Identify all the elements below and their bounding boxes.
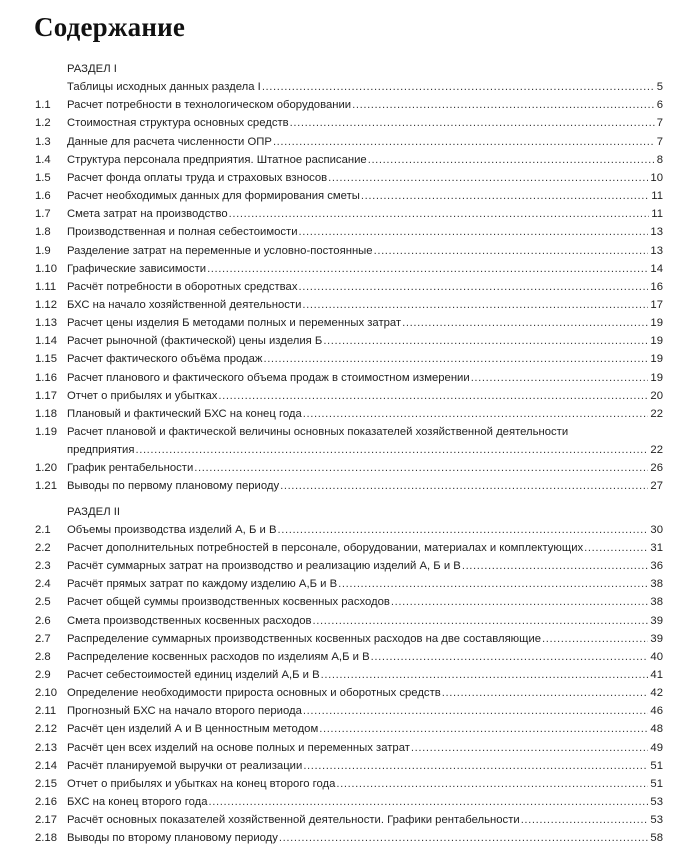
entry-number: 2.15	[35, 777, 57, 790]
toc-entry[interactable]	[0, 223, 673, 241]
entry-number: 1.9	[35, 244, 51, 257]
entry-line	[67, 575, 663, 593]
entry-title: Выводы по второму плановому периоду	[67, 832, 278, 845]
toc-entry[interactable]	[0, 648, 673, 666]
entry-title: Расчет рыночной (фактической) цены изделия Б	[67, 335, 323, 348]
entry-title: Прогнозный БХС на начало второго периода	[67, 705, 302, 718]
entry-number: 2.14	[35, 759, 57, 772]
page-number[interactable]: 53	[650, 796, 663, 808]
page-number[interactable]: 41	[650, 668, 663, 681]
page-number[interactable]: 22	[650, 444, 663, 457]
toc-entry[interactable]	[0, 666, 673, 684]
toc-entry[interactable]	[0, 278, 673, 296]
page-number[interactable]: 39	[650, 614, 663, 627]
entry-number: 1.1	[35, 99, 51, 112]
entry-number: 1.2	[35, 117, 51, 130]
dot-leader	[298, 278, 648, 296]
entry-number: 2.16	[35, 796, 57, 808]
entry-title: Распределение суммарных производственных косвенных расходов на две составляющие	[67, 632, 542, 645]
entry-title: Отчет о прибылях и убытках на конец второго года	[67, 777, 336, 790]
page-number[interactable]: 31	[650, 541, 663, 554]
entry-number: 2.17	[35, 814, 57, 827]
toc-entry[interactable]	[0, 557, 673, 575]
dot-leader	[368, 151, 655, 169]
toc-entry[interactable]	[0, 151, 673, 169]
dot-leader	[542, 630, 648, 648]
dot-leader	[374, 242, 649, 260]
dot-leader	[391, 593, 649, 611]
toc-entry[interactable]	[0, 593, 673, 611]
toc-entry[interactable]	[0, 539, 673, 557]
entry-line	[67, 648, 663, 666]
entry-number: 1.8	[35, 226, 51, 239]
toc-entry[interactable]	[0, 793, 673, 811]
section-heading: РАЗДЕЛ I	[67, 63, 117, 75]
page-number[interactable]: 20	[650, 389, 663, 402]
entry-line	[67, 539, 663, 557]
entry-title: График рентабельности	[67, 462, 194, 475]
entry-number: 2.7	[35, 632, 51, 645]
dot-leader	[302, 296, 648, 314]
entry-number: 2.11	[35, 705, 57, 718]
page-number[interactable]: 38	[650, 596, 663, 609]
toc-entry[interactable]	[0, 169, 673, 187]
entry-title: Смета производственных косвенных расходов	[67, 614, 312, 627]
entry-line	[67, 757, 663, 775]
entry-title: Расчет потребности в технологическом оборудовании	[67, 99, 352, 112]
page-number[interactable]: 53	[650, 814, 663, 827]
entry-title: Расчет необходимых данных для формирования сметы	[67, 190, 360, 203]
page-number[interactable]: 10	[650, 171, 663, 184]
entry-title: Отчет о прибылях и убытках	[67, 389, 218, 402]
entry-line	[67, 829, 663, 847]
toc-entry[interactable]	[0, 612, 673, 630]
page-number[interactable]: 13	[650, 244, 663, 257]
entry-line	[67, 151, 663, 169]
dot-leader	[218, 387, 648, 405]
toc-entry[interactable]	[0, 387, 673, 405]
page-number[interactable]: 51	[650, 759, 663, 772]
dot-leader	[361, 187, 649, 205]
entry-line	[67, 557, 663, 575]
entry-line	[67, 811, 663, 829]
entry-line	[67, 187, 663, 205]
entry-title: Расчёт потребности в оборотных средствах	[67, 280, 298, 293]
toc-entry[interactable]	[0, 720, 673, 738]
entry-line	[67, 459, 663, 477]
entry-title: БХС на начало хозяйственной деятельности	[67, 298, 302, 311]
entry-line	[67, 169, 663, 187]
page-number[interactable]: 48	[650, 723, 663, 736]
dot-leader	[319, 720, 648, 738]
entry-line	[67, 296, 663, 314]
entry-number: 1.6	[35, 190, 51, 203]
page-number[interactable]: 40	[650, 650, 663, 663]
page-number[interactable]: 36	[650, 560, 663, 573]
page-number[interactable]: 6	[656, 99, 663, 112]
dot-leader	[303, 702, 649, 720]
entry-title: Расчёт цен изделий А и В ценностным методом	[67, 723, 319, 736]
page-number[interactable]: 13	[650, 226, 663, 239]
toc-entry[interactable]	[0, 757, 673, 775]
entry-title: Расчет фактического объёма продаж	[67, 353, 263, 366]
dot-leader	[277, 521, 648, 539]
entry-title: Расчет планового и фактического объема продаж в стоимостном измерении	[67, 371, 470, 384]
dot-leader	[471, 369, 649, 387]
page-number[interactable]: 19	[650, 335, 663, 348]
entry-number: 2.3	[35, 560, 51, 573]
entry-line	[67, 775, 663, 793]
entry-number: 2.5	[35, 596, 51, 609]
page-number[interactable]: 51	[650, 777, 663, 790]
entry-number: 2.1	[35, 523, 51, 536]
toc-entry[interactable]	[0, 114, 673, 132]
entry-line	[67, 739, 663, 757]
dot-leader	[336, 775, 648, 793]
page-number[interactable]: 46	[650, 705, 663, 718]
toc-entry[interactable]	[0, 423, 673, 441]
entry-line	[67, 96, 663, 114]
toc-entry[interactable]	[0, 350, 673, 368]
entry-title: Определение необходимости прироста основных и оборотных средств	[67, 687, 441, 700]
entry-title: Разделение затрат на переменные и условно-постоянные	[67, 244, 373, 257]
entry-line	[67, 720, 663, 738]
dot-leader	[321, 666, 649, 684]
toc-entry-continuation[interactable]	[0, 441, 673, 459]
toc-entry[interactable]	[0, 739, 673, 757]
entry-line	[67, 314, 663, 332]
dot-leader	[262, 78, 655, 96]
entry-number: 2.13	[35, 741, 57, 754]
page-number[interactable]: 26	[650, 462, 663, 475]
toc-entry[interactable]	[0, 314, 673, 332]
dot-leader	[299, 223, 649, 241]
entry-line	[67, 260, 663, 278]
entry-title: Расчет себестоимостей единиц изделий А,Б и В	[67, 668, 320, 681]
toc-entry[interactable]	[0, 630, 673, 648]
dot-leader	[303, 757, 648, 775]
toc-entry[interactable]	[0, 477, 673, 495]
entry-line	[67, 593, 663, 611]
entry-title: Распределение косвенных расходов по изделиям А,Б и В	[67, 650, 370, 663]
dot-leader	[371, 648, 649, 666]
dot-leader	[313, 612, 649, 630]
entry-number: 1.12	[35, 298, 57, 311]
entry-title: Расчёт планируемой выручки от реализации	[67, 759, 303, 772]
entry-title: Смета затрат на производство	[67, 208, 228, 221]
page-number[interactable]: 7	[656, 135, 663, 148]
entry-title: Стоимостная структура основных средств	[67, 117, 289, 130]
toc-entry[interactable]	[0, 260, 673, 278]
dot-leader	[328, 169, 648, 187]
dot-leader	[280, 477, 648, 495]
entry-title: Расчет фонда оплаты труда и страховых взносов	[67, 171, 328, 184]
entry-title: Расчет цены изделия Б методами полных и переменных затрат	[67, 317, 402, 330]
entry-line	[67, 369, 663, 387]
page-title: Содержание	[34, 12, 186, 42]
page-number[interactable]: 11	[651, 190, 663, 203]
entry-number: 1.16	[35, 371, 57, 384]
dot-leader	[209, 793, 649, 811]
entry-number: 1.17	[35, 389, 57, 402]
dot-leader	[411, 739, 649, 757]
entry-line	[67, 387, 663, 405]
entry-line	[67, 521, 663, 539]
toc-entry[interactable]	[0, 332, 673, 350]
dot-leader	[263, 350, 648, 368]
toc-entry[interactable]	[0, 459, 673, 477]
entry-line	[67, 666, 663, 684]
entry-number: 1.3	[35, 135, 51, 148]
entry-line	[67, 630, 663, 648]
entry-number: 2.2	[35, 541, 51, 554]
entry-line	[67, 793, 663, 811]
entry-number: 1.10	[35, 262, 57, 275]
entry-number: 1.14	[35, 335, 57, 348]
entry-title: Расчёт основных показателей хозяйственной деятельности. Графики рентабельности	[67, 814, 520, 827]
page-number[interactable]: 17	[650, 298, 663, 311]
entry-line	[67, 405, 663, 423]
entry-number: 1.5	[35, 171, 51, 184]
dot-leader	[442, 684, 649, 702]
page-number[interactable]: 8	[656, 153, 663, 166]
entry-number: 1.15	[35, 353, 57, 366]
entry-line	[67, 242, 663, 260]
entry-title: Расчёт цен всех изделий на основе полных и переменных затрат	[67, 741, 410, 754]
toc-entry[interactable]	[0, 205, 673, 223]
entry-number: 1.19	[35, 426, 57, 438]
dot-leader	[135, 441, 648, 459]
entry-title: Плановый и фактический БХС на конец года	[67, 407, 302, 420]
page-number[interactable]: 5	[656, 81, 663, 94]
entry-line	[67, 114, 663, 132]
entry-title: Структура персонала предприятия. Штатное расписание	[67, 153, 367, 166]
toc-entry[interactable]	[0, 242, 673, 260]
page-number[interactable]: 38	[650, 578, 663, 591]
toc-entry[interactable]	[0, 405, 673, 423]
entry-number: 1.4	[35, 153, 51, 166]
entry-number: 2.18	[35, 832, 57, 845]
entry-number: 1.21	[35, 480, 57, 493]
entry-title: предприятия	[67, 444, 135, 457]
entry-number: 2.6	[35, 614, 51, 627]
toc-entry[interactable]	[0, 96, 673, 114]
entry-number: 1.13	[35, 317, 57, 330]
toc-entry[interactable]	[0, 575, 673, 593]
toc-entry[interactable]	[0, 811, 673, 829]
entry-number: 1.20	[35, 462, 57, 475]
dot-leader	[279, 829, 649, 847]
toc-entry[interactable]	[0, 133, 673, 151]
entry-line	[67, 133, 663, 151]
entry-title: Объемы производства изделий А, Б и В	[67, 523, 277, 536]
dot-leader	[207, 260, 648, 278]
dot-leader	[290, 114, 655, 132]
entry-line	[67, 684, 663, 702]
page-number[interactable]: 19	[650, 317, 663, 330]
entry-line	[67, 223, 663, 241]
page-number[interactable]: 19	[650, 353, 663, 366]
entry-line	[67, 477, 663, 495]
entry-title: Расчёт прямых затрат по каждому изделию А,Б и В	[67, 578, 338, 591]
entry-number: 2.12	[35, 723, 57, 736]
dot-leader	[229, 205, 650, 223]
page-number[interactable]: 11	[651, 208, 663, 221]
entry-number: 2.10	[35, 687, 57, 700]
page-number[interactable]: 7	[656, 117, 663, 130]
dot-leader	[584, 539, 648, 557]
entry-title: Данные для расчета численности ОПР	[67, 135, 272, 148]
entry-title: БХС на конец второго года	[67, 796, 208, 808]
toc-entry[interactable]	[0, 684, 673, 702]
toc-entry[interactable]	[0, 702, 673, 720]
entry-title: Расчет общей суммы производственных косвенных расходов	[67, 596, 390, 609]
entry-number: 2.8	[35, 650, 51, 663]
entry-number: 1.11	[35, 280, 57, 293]
toc-entry[interactable]	[0, 296, 673, 314]
entry-title: Расчет плановой и фактической величины основных показателей хозяйственной деятельности	[67, 426, 569, 438]
entry-line	[67, 332, 663, 350]
entry-line	[67, 350, 663, 368]
entry-title: Таблицы исходных данных раздела I	[67, 81, 261, 94]
entry-number: 1.7	[35, 208, 51, 221]
entry-line	[67, 702, 663, 720]
entry-line	[67, 441, 663, 459]
entry-title: Выводы по первому плановому периоду	[67, 480, 280, 493]
entry-line	[67, 278, 663, 296]
entry-title: Графические зависимости	[67, 262, 207, 275]
dot-leader	[521, 811, 649, 829]
toc-entry[interactable]	[0, 829, 673, 847]
dot-leader	[273, 133, 655, 151]
page-number[interactable]: 22	[650, 407, 663, 420]
dot-leader	[194, 459, 648, 477]
page-number[interactable]: 42	[650, 687, 663, 700]
toc-entry[interactable]	[0, 775, 673, 793]
entry-title: Расчёт суммарных затрат на производство и реализацию изделий А, Б и В	[67, 560, 461, 573]
toc-entry[interactable]	[0, 187, 673, 205]
dot-leader	[402, 314, 648, 332]
page-number[interactable]: 30	[650, 523, 663, 536]
toc-entry[interactable]	[0, 521, 673, 539]
page-number[interactable]: 16	[650, 280, 663, 293]
entry-line	[67, 205, 663, 223]
section-heading: РАЗДЕЛ II	[67, 505, 121, 518]
dot-leader	[323, 332, 648, 350]
entry-number: 2.4	[35, 578, 51, 591]
entry-number: 1.18	[35, 407, 57, 420]
dot-leader	[462, 557, 649, 575]
toc-entry[interactable]	[0, 369, 673, 387]
dot-leader	[303, 405, 649, 423]
entry-number: 2.9	[35, 668, 51, 681]
page-number[interactable]: 27	[650, 480, 663, 493]
page-number[interactable]: 14	[650, 262, 663, 275]
entry-line	[67, 78, 663, 96]
toc-entry[interactable]	[0, 78, 673, 96]
page-number[interactable]: 39	[650, 632, 663, 645]
entry-line	[67, 612, 663, 630]
page-number[interactable]: 58	[650, 832, 663, 845]
dot-leader	[338, 575, 648, 593]
entry-title: Производственная и полная себестоимости	[67, 226, 298, 239]
page-number[interactable]: 49	[650, 741, 663, 754]
dot-leader	[352, 96, 655, 114]
entry-title: Расчет дополнительных потребностей в персонале, оборудовании, материалах и комплектующих	[67, 541, 584, 554]
page-number[interactable]: 19	[650, 371, 663, 384]
